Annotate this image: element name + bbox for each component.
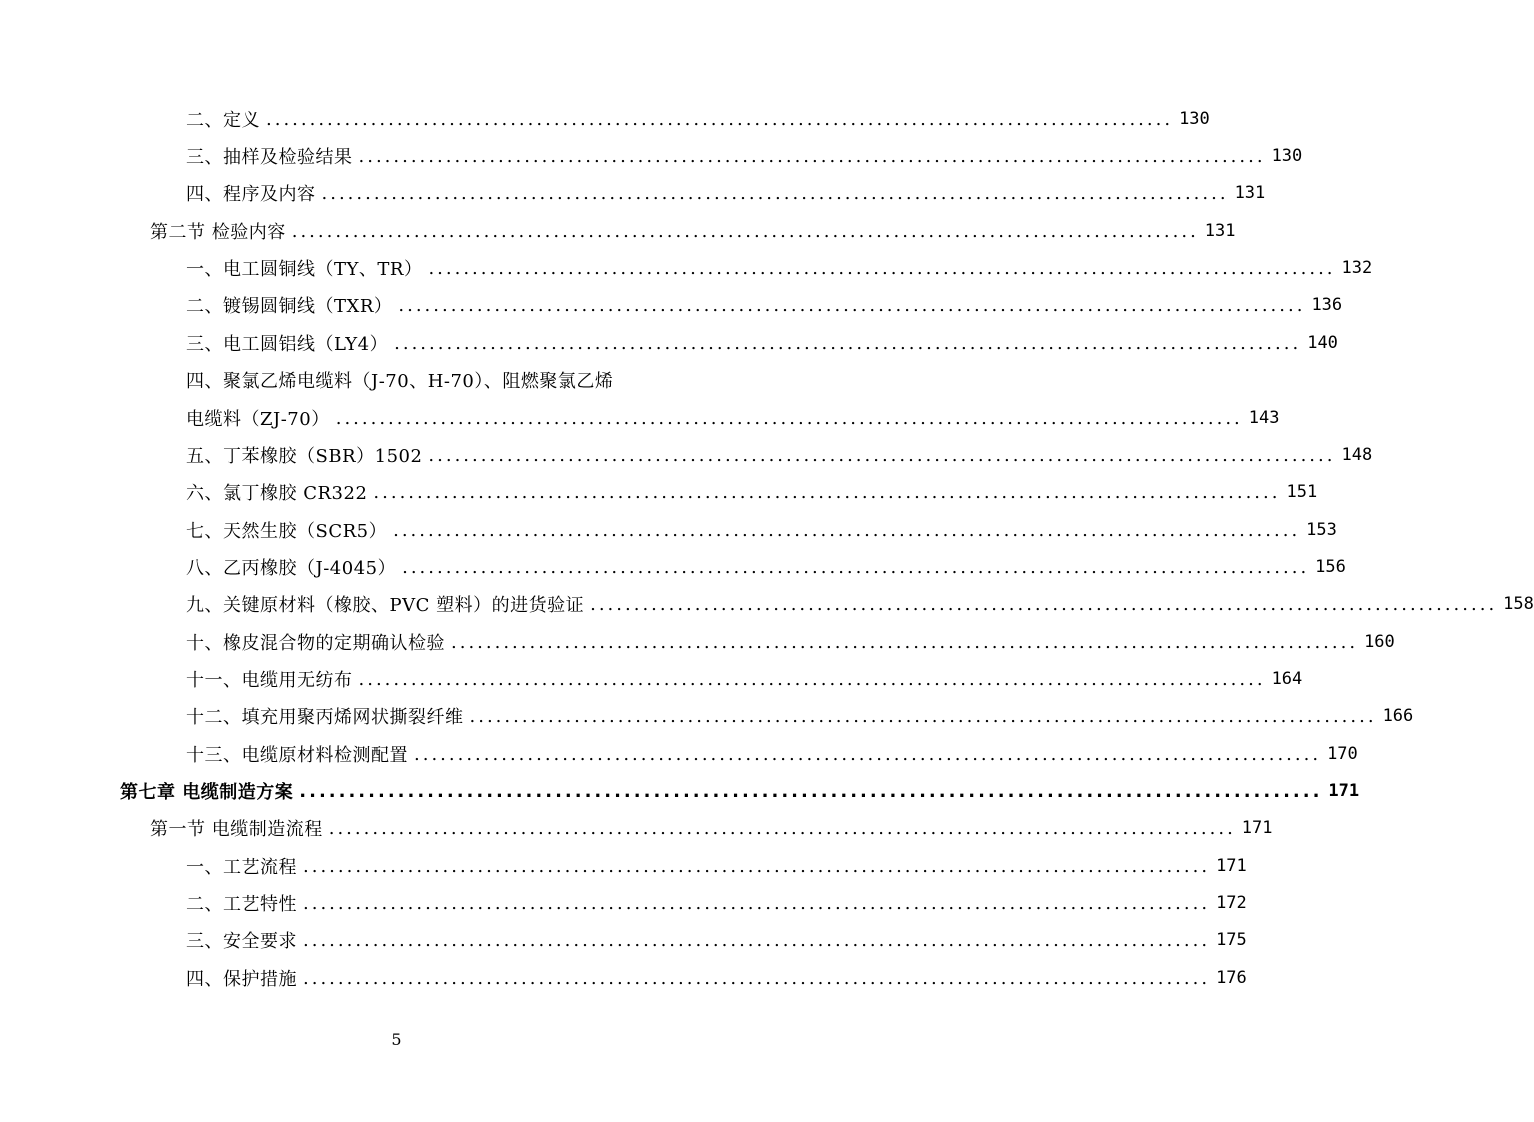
toc-entry[interactable] [186,142,1303,170]
toc-entry-page: 153 [1306,520,1337,540]
toc-chapter-title: 第七章 电缆制造方案 [120,782,294,803]
toc-leader-dots: ........................................................................................................ [335,407,1243,429]
toc-entry[interactable] [186,852,1247,880]
toc-leader-dots: ........................................................................................................ [428,257,1336,279]
toc-entry-page: 130 [1179,109,1210,129]
toc-leader-dots: ........................................................................................................ [590,593,1498,615]
toc-leader-dots: ........................................................................................................ [328,817,1236,839]
toc-entry-title: 六、氯丁橡胶 CR322 [186,483,368,504]
toc-chapter-entry[interactable] [120,777,1360,805]
toc-entry-page: 158 [1503,594,1534,614]
toc-entry-title: 三、电工圆铝线（LY4） [186,334,389,355]
toc-entry[interactable] [186,889,1247,917]
toc-entry-title: 八、乙丙橡胶（J-4045） [186,558,397,579]
toc-entry-page: 131 [1234,183,1266,203]
toc-entry-title: 七、天然生胶（SCR5） [186,521,388,542]
toc-leader-dots: ........................................................................................................ [321,182,1229,204]
toc-entry[interactable] [186,516,1337,544]
toc-leader-dots: ........................................................................................................ [291,220,1199,242]
toc-leader-dots: ........................................................................................................ [373,481,1281,503]
toc-entry-title: 五、丁苯橡胶（SBR）1502 [186,446,423,467]
toc-entry-title: 三、抽样及检验结果 [186,147,353,168]
toc-entry[interactable] [186,478,1318,506]
toc-entry-title: 十三、电缆原材料检测配置 [186,745,408,766]
toc-entry-title: 第一节 电缆制造流程 [150,819,323,840]
toc-entry-title: 一、工艺流程 [186,857,297,878]
toc-chapter-page: 171 [1328,781,1360,801]
toc-entry-title-line1[interactable]: 四、聚氯乙烯电缆料（J-70、H-70）、阻燃聚氯乙烯 [186,371,614,392]
toc-entry-title: 九、关键原材料（橡胶、PVC 塑料）的进货验证 [186,595,585,616]
toc-entry[interactable] [186,404,1280,432]
toc-entry[interactable] [186,179,1266,207]
toc-leader-dots: ........................................................................................................ [451,631,1359,653]
toc-entry-page: 160 [1364,632,1395,652]
toc-entry-title: 二、镀锡圆铜线（TXR） [186,296,393,317]
toc-leader-dots: ........................................................................................................ [402,556,1310,578]
toc-entry[interactable] [186,553,1346,581]
toc-entry-page: 170 [1327,744,1358,764]
toc-entry[interactable] [186,590,1534,618]
toc-entry-title: 十一、电缆用无纺布 [186,670,353,691]
toc-entry-page: 143 [1248,408,1280,428]
toc-entry-page: 136 [1311,295,1343,315]
toc-leader-dots: ........................................................................................................ [303,929,1211,951]
toc-entry-page: 172 [1216,893,1247,913]
toc-entry-page: 131 [1204,221,1236,241]
toc-section-entry[interactable] [150,814,1273,842]
toc-leader-dots: ........................................................................................................ [358,145,1266,167]
toc-entry-page: 176 [1216,968,1247,988]
toc-leader-dots: ........................................................................................................ [303,855,1211,877]
toc-leader-dots: ........................................................................................................ [394,332,1302,354]
toc-entry[interactable] [186,441,1373,469]
toc-entry[interactable] [186,254,1373,282]
toc-entry-title: 二、定义 [186,110,260,131]
toc-entry[interactable] [186,740,1358,768]
toc-entry-page: 151 [1286,482,1318,502]
toc-entry-title: 三、安全要求 [186,931,297,952]
toc-leader-dots: ........................................................................................................ [303,892,1211,914]
toc-entry-title: 十二、填充用聚丙烯网状撕裂纤维 [186,707,464,728]
toc-leader-dots: ........................................................................................................ [414,743,1322,765]
toc-leader-dots: ........................................................................................................ [393,519,1301,541]
toc-entry-page: 130 [1271,146,1303,166]
toc-entry[interactable] [186,291,1343,319]
toc-entry[interactable] [186,628,1395,656]
toc-entry-page: 148 [1341,445,1373,465]
toc-entry[interactable] [186,665,1303,693]
toc-entry-page: 156 [1315,557,1346,577]
toc-entry-page: 164 [1271,669,1303,689]
toc-entry[interactable] [186,329,1338,357]
toc-entry-page: 175 [1216,930,1247,950]
toc-entry-title: 第二节 检验内容 [150,222,286,243]
toc-entry-title: 电缆料（ZJ-70） [186,409,330,430]
toc-entry-page: 132 [1341,258,1373,278]
toc-entry-page: 140 [1307,333,1338,353]
toc-entry[interactable] [186,926,1247,954]
toc-entry-title: 一、电工圆铜线（TY、TR） [186,259,423,280]
toc-leader-dots: ........................................................................................................ [299,780,1323,802]
toc-leader-dots: ........................................................................................................ [358,668,1266,690]
toc-entry-title: 四、程序及内容 [186,184,316,205]
toc-leader-dots: ........................................................................................................ [303,967,1211,989]
toc-section-entry[interactable] [150,217,1236,245]
page-number: 5 [391,1030,402,1049]
toc-leader-dots: ........................................................................................................ [469,705,1377,727]
toc-entry-title: 二、工艺特性 [186,894,297,915]
toc-entry-page: 171 [1241,818,1273,838]
toc-entry-page: 171 [1216,856,1247,876]
toc-entry-title: 十、橡皮混合物的定期确认检验 [186,633,445,654]
toc-entry[interactable] [186,702,1414,730]
toc-leader-dots: ........................................................................................................ [398,294,1306,316]
toc-entry-title: 四、保护措施 [186,969,297,990]
toc-entry[interactable] [186,964,1247,992]
toc-leader-dots: ........................................................................................................ [266,108,1174,130]
toc-entry[interactable] [186,105,1210,133]
toc-leader-dots: ........................................................................................................ [428,444,1336,466]
toc-entry-page: 166 [1382,706,1414,726]
